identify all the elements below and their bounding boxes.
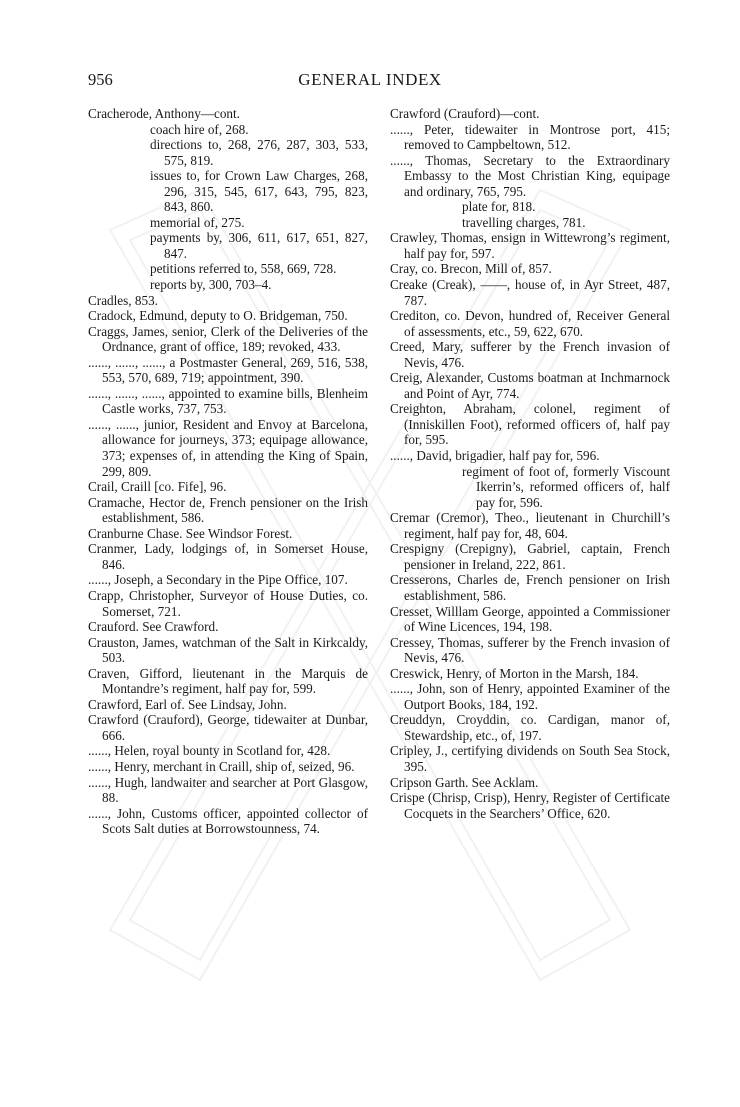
- index-entry: Cranmer, Lady, lodgings of, in Somerset House, 846.: [88, 541, 368, 572]
- index-subentry: plate for, 818.: [462, 199, 536, 215]
- index-entry: ......, ......, ......, a Postmaster General, 269, 516, 538, 553, 570, 689, 719; appointment, 390.: [88, 354, 368, 386]
- index-entry: Cressey, Thomas, sufferer by the French invasion of Nevis, 476.: [390, 634, 670, 666]
- index-entry: ......, John, son of Henry, appointed Examiner of the Outport Books, 184, 192.: [390, 681, 670, 712]
- index-entry: Crauford. See Crawford.: [88, 619, 219, 635]
- index-subentry: payments by, 306, 611, 617, 651, 827, 847.: [150, 230, 368, 261]
- index-entry: Crediton, co. Devon, hundred of, Receiver General of assessments, etc., 59, 622, 670.: [390, 308, 670, 339]
- index-entry: Craggs, James, senior, Clerk of the Deliveries of the Ordnance, grant of office, 189; revoked, 433.: [88, 323, 368, 355]
- index-entry: Cramache, Hector de, French pensioner on the Irish establishment, 586.: [88, 494, 368, 526]
- index-entry: Craven, Gifford, lieutenant in the Marquis de Montandre’s regiment, half pay for, 599.: [88, 665, 368, 697]
- index-subentry: petitions referred to, 558, 669, 728.: [150, 261, 337, 277]
- index-entry: Cradock, Edmund, deputy to O. Bridgeman, 750.: [88, 308, 348, 324]
- index-entry: Creswick, Henry, of Morton in the Marsh, 184.: [390, 665, 639, 681]
- index-entry: Crawford (Crauford)—cont.: [390, 106, 540, 121]
- index-subentry: memorial of, 275.: [150, 214, 245, 230]
- index-entry: Crawford (Crauford), George, tidewaiter at Dunbar, 666.: [88, 712, 368, 743]
- index-column-right: [390, 106, 670, 821]
- index-entry: Cranburne Chase. See Windsor Forest.: [88, 525, 293, 541]
- index-column-left: [88, 106, 368, 837]
- index-subentry: regiment of foot of, formerly Viscount Ikerrin’s, reformed officers of, half pay for, 596.: [462, 463, 670, 510]
- index-entry: ......, Henry, merchant in Craill, ship of, seized, 96.: [88, 758, 355, 774]
- index-entry: Crapp, Christopher, Surveyor of House Duties, co. Somerset, 721.: [88, 587, 368, 619]
- index-entry: ......, ......, ......, appointed to examine bills, Blenheim Castle works, 737, 753.: [88, 385, 368, 417]
- index-entry: Cripley, J., certifying dividends on South Sea Stock, 395.: [390, 743, 670, 774]
- index-entry: Creake (Creak), ——, house of, in Ayr Street, 487, 787.: [390, 277, 670, 308]
- index-entry: Crawley, Thomas, ensign in Wittewrong’s regiment, half pay for, 597.: [390, 230, 670, 261]
- index-subentry: travelling charges, 781.: [462, 214, 586, 230]
- index-entry: ......, ......, junior, Resident and Envoy at Barcelona, allowance for journeys, 373; equipage allowance, 373; expenses of, in attending the King of Spain, 299, 809.: [88, 416, 368, 479]
- index-entry: Creuddyn, Croyddin, co. Cardigan, manor of, Stewardship, etc., of, 197.: [390, 712, 670, 743]
- index-entry: ......, Joseph, a Secondary in the Pipe Office, 107.: [88, 572, 348, 588]
- index-subentry: directions to, 268, 276, 287, 303, 533, 575, 819.: [150, 137, 368, 168]
- index-subentry: issues to, for Crown Law Charges, 268, 296, 315, 545, 617, 643, 795, 823, 843, 860.: [150, 168, 368, 215]
- index-entry: Cracherode, Anthony—cont.: [88, 106, 240, 121]
- index-entry: Crespigny (Crepigny), Gabriel, captain, French pensioner in Ireland, 222, 861.: [390, 541, 670, 572]
- index-entry: Cripson Garth. See Acklam.: [390, 774, 539, 790]
- index-entry: ......, Thomas, Secretary to the Extraordinary Embassy to the Most Christian King, equipage and ordinary, 765, 795.: [390, 152, 670, 199]
- running-head-title: GENERAL INDEX: [298, 70, 442, 89]
- index-entry: ......, Peter, tidewaiter in Montrose port, 415; removed to Campbeltown, 512.: [390, 121, 670, 153]
- index-entry: Cray, co. Brecon, Mill of, 857.: [390, 261, 552, 277]
- index-entry: Cremar (Cremor), Theo., lieutenant in Churchill’s regiment, half pay for, 48, 604.: [390, 510, 670, 541]
- index-subentry: coach hire of, 268.: [150, 121, 249, 137]
- index-entry: ......, David, brigadier, half pay for, 596.: [390, 448, 600, 464]
- index-entry: Creighton, Abraham, colonel, regiment of (Inniskillen Foot), reformed officers of, half pay for, 595.: [390, 401, 670, 448]
- page-number: 956: [88, 70, 113, 89]
- index-entry: ......, Helen, royal bounty in Scotland for, 428.: [88, 743, 331, 759]
- index-entry: Crail, Craill [co. Fife], 96.: [88, 479, 227, 495]
- index-entry: Crispe (Chrisp, Crisp), Henry, Register of Certificate Cocquets in the Searchers’ Office, 620.: [390, 790, 670, 821]
- index-entry: Cradles, 853.: [88, 292, 158, 308]
- index-entry: Crawford, Earl of. See Lindsay, John.: [88, 696, 287, 712]
- index-entry: Crauston, James, watchman of the Salt in Kirkcaldy, 503.: [88, 634, 368, 666]
- index-entry: ......, Hugh, landwaiter and searcher at Port Glasgow, 88.: [88, 774, 368, 806]
- index-entry: Cresserons, Charles de, French pensioner on Irish establishment, 586.: [390, 572, 670, 603]
- index-entry: Cresset, Willlam George, appointed a Commissioner of Wine Licences, 194, 198.: [390, 603, 670, 635]
- index-entry: ......, John, Customs officer, appointed collector of Scots Salt duties at Borrowstounness, 74.: [88, 805, 368, 837]
- index-subentry: reports by, 300, 703–4.: [150, 277, 272, 293]
- index-entry: Creed, Mary, sufferer by the French invasion of Nevis, 476.: [390, 339, 670, 370]
- index-entry: Creig, Alexander, Customs boatman at Inchmarnock and Point of Ayr, 774.: [390, 370, 670, 401]
